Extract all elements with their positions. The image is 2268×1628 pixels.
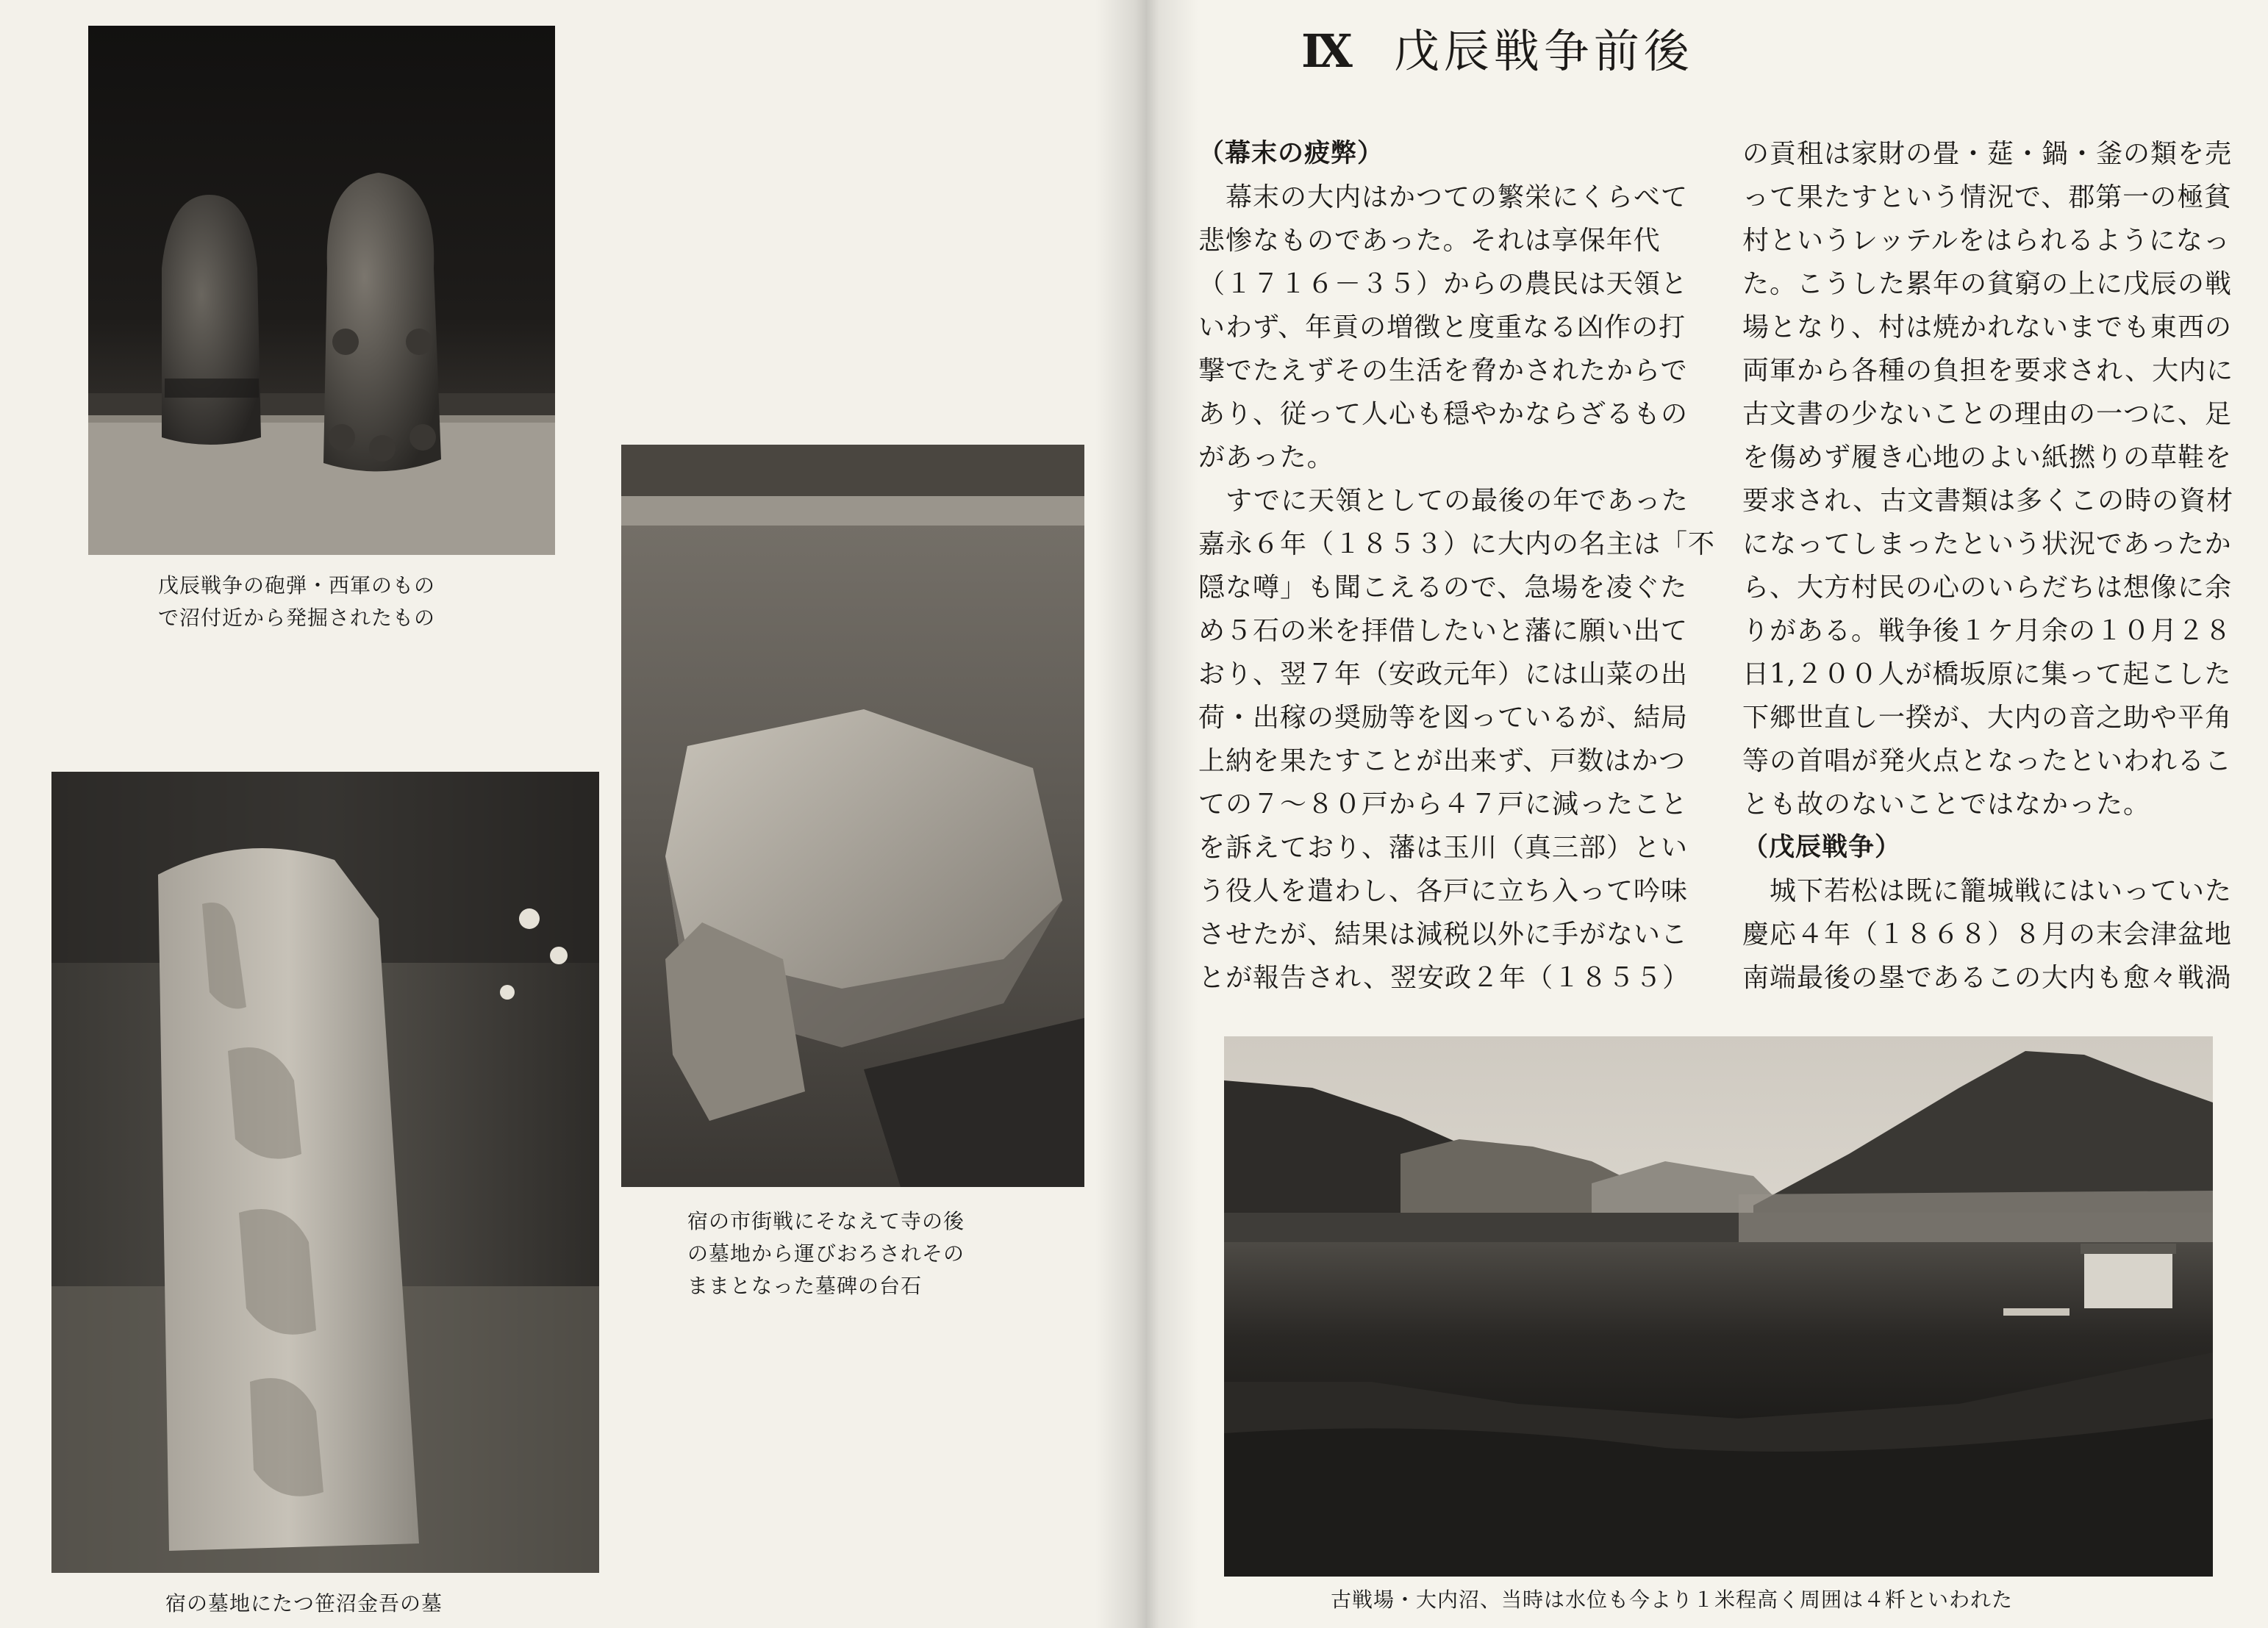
text-line: （１７１６－３５）からの農民は天領と: [1198, 269, 1689, 299]
text-line: う役人を遣わし、各戸に立ち入って吟味: [1198, 876, 1689, 906]
text-line: た。こうした累年の貧窮の上に戊辰の戦: [1742, 269, 2233, 299]
text-line: 両軍から各種の負担を要求され、大内に: [1742, 356, 2234, 386]
text-line: 荷・出稼の奨励等を図っているが、結局: [1198, 703, 1689, 733]
text-line: があった。: [1198, 442, 1334, 473]
caption-line: 宿の市街戦にそなえて寺の後: [687, 1209, 965, 1233]
tombstone-base-photo: [621, 445, 1084, 1187]
text-line: とが報告され、翌安政２年（１８５５）: [1198, 963, 1690, 993]
text-line: 幕末の大内はかつての繁栄にくらべて: [1198, 182, 1689, 212]
text-column-1: [1198, 132, 1716, 1000]
text-line: を傷めず履き心地のよい紙撚りの草鞋を: [1742, 442, 2233, 473]
text-line: を訴えており、藩は玉川（真三部）とい: [1198, 833, 1689, 863]
chapter-title: [1301, 15, 1694, 80]
text-line: すでに天領としての最後の年であった: [1198, 486, 1689, 516]
text-line: 嘉永６年（１８５３）に大内の名主は「不: [1198, 529, 1716, 559]
text-line: いわず、年貢の増徴と度重なる凶作の打: [1198, 312, 1686, 343]
text-line: おり、翌７年（安政元年）には山菜の出: [1198, 659, 1689, 689]
text-line: め５石の米を拝借したいと藩に願い出て: [1198, 616, 1689, 646]
text-line: 下郷世直し一揆が、大内の音之助や平角: [1742, 703, 2233, 733]
text-line: になってしまったという状況であったか: [1742, 529, 2232, 559]
text-line: させたが、結果は減税以外に手がないこ: [1198, 919, 1689, 950]
tombstone-base-image: [621, 445, 1084, 1187]
text-column-2: [1742, 132, 2242, 1000]
text-line: あり、従って人心も穏やかならざるもの: [1198, 399, 1689, 429]
text-line: ての７～８０戸から４７戸に減ったこと: [1198, 789, 1689, 820]
text-line: 城下若松は既に籠城戦にはいっていた: [1742, 876, 2233, 906]
caption-line: で沼付近から発掘されたもの: [158, 606, 436, 630]
chapter-number: Ⅸ: [1301, 24, 1357, 78]
text-line: 慶応４年（１８６８）８月の末会津盆地: [1742, 919, 2233, 950]
section-heading: （戊辰戦争）: [1742, 833, 1902, 862]
text-line: 悲惨なものであった。それは享保年代: [1198, 226, 1661, 256]
text-line: 等の首唱が発火点となったといわれるこ: [1742, 746, 2233, 776]
cannon-shells-image: [88, 26, 555, 555]
text-line: 村というレッテルをはられるようになっ: [1742, 226, 2231, 256]
text-line: って果たすという情況で、郡第一の極貧: [1742, 182, 2232, 212]
lake-photo-caption: 古戦場・大内沼、当時は水位も今より１米程高く周囲は４粁といわれた: [1331, 1588, 2014, 1612]
lake-image: [1224, 1036, 2213, 1577]
text-line: 撃でたえずその生活を脅かされたからで: [1198, 356, 1688, 386]
text-line: 隠な噂」も聞こえるので、急場を凌ぐた: [1198, 573, 1688, 603]
caption-line: 宿の墓地にたつ笹沼金吾の墓: [165, 1591, 443, 1616]
grave-marker-caption: [165, 1588, 443, 1620]
caption-line: ままとなった墓碑の台石: [687, 1274, 923, 1298]
text-line: 日1,２００人が橋坂原に集って起こした: [1742, 659, 2232, 689]
text-line: とも故のないことではなかった。: [1742, 789, 2151, 820]
text-line: の貢租は家財の畳・莚・鍋・釜の類を売: [1742, 139, 2233, 169]
section-heading: （幕末の疲弊）: [1198, 139, 1384, 168]
text-line: 場となり、村は焼かれないまでも東西の: [1742, 312, 2233, 343]
cannon-shells-caption: [158, 570, 435, 634]
book-gutter-shadow: [1095, 0, 1198, 1628]
chapter-title-text: 戊辰戦争前後: [1393, 24, 1694, 78]
grave-marker-photo: [51, 772, 599, 1573]
text-line: りがある。戦争後１ケ月余の１０月２８: [1742, 616, 2233, 646]
text-line: ら、大方村民の心のいらだちは想像に余: [1742, 573, 2233, 603]
grave-marker-image: [51, 772, 599, 1573]
tombstone-base-caption: [687, 1205, 965, 1302]
text-line: 古文書の少ないことの理由の一つに、足: [1742, 399, 2233, 429]
text-line: 要求され、古文書類は多くこの時の資材: [1742, 486, 2234, 516]
text-line: 南端最後の塁であるこの大内も愈々戦渦: [1742, 963, 2233, 993]
cannon-shells-photo: [88, 26, 555, 555]
caption-line: の墓地から運びおろされその: [687, 1241, 965, 1266]
caption-line: 戊辰戦争の砲弾・西軍のもの: [158, 573, 436, 598]
text-line: 上納を果たすことが出来ず、戸数はかつ: [1198, 746, 1686, 776]
lake-photo: [1224, 1036, 2213, 1577]
